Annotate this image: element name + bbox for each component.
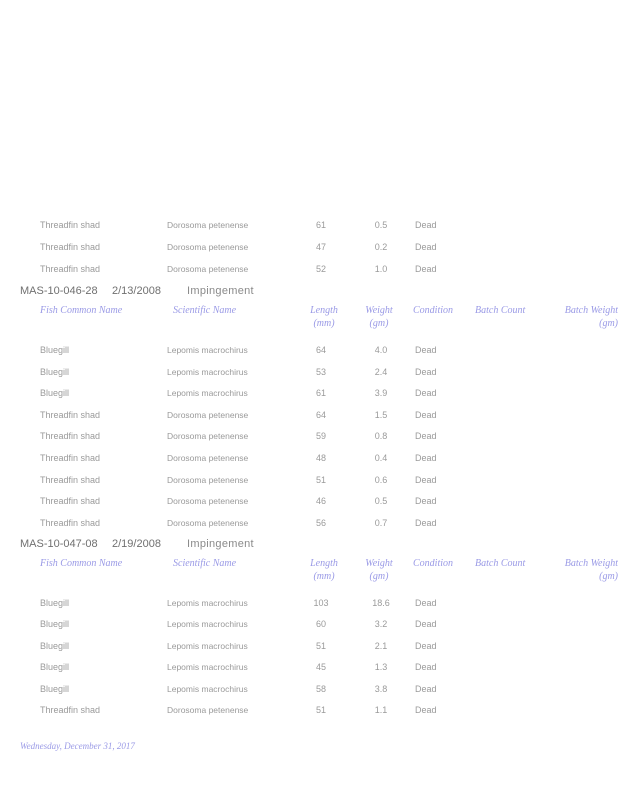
scientific-name: Dorosoma petenense [167,409,249,420]
column-header-row [0,304,618,332]
header-scientific-name: Scientific Name [173,558,237,569]
scientific-name: Dorosoma petenense [167,264,249,274]
condition-value: Dead [415,242,437,252]
weight-value: 18.6 [372,598,390,608]
sample-date: 2/13/2008 [112,285,161,297]
fish-common-name: Threadfin shad [40,431,101,442]
length-value: 59 [315,431,326,442]
weight-value: 2.4 [374,366,388,377]
weight-value: 1.5 [374,409,388,420]
condition-value: Dead [415,598,437,608]
fish-common-name: Threadfin shad [40,242,101,252]
fish-common-name: Bluegill [40,662,70,673]
scientific-name: Dorosoma petenense [167,220,249,230]
table-row [0,703,618,717]
length-value: 46 [315,496,326,507]
table-row [0,429,618,443]
scientific-name: Lepomis macrochirus [167,388,248,399]
fish-common-name: Threadfin shad [40,517,101,528]
weight-value: 2.1 [374,640,388,651]
scientific-name: Lepomis macrochirus [167,683,248,694]
table-row [0,408,618,422]
header-batch-count: Batch Count [475,305,526,316]
report-date-footer: Wednesday, December 31, 2017 [20,741,135,751]
weight-value: 0.6 [374,474,388,485]
sample-date: 2/19/2008 [112,538,161,550]
condition-value: Dead [415,264,437,274]
condition-value: Dead [415,345,437,355]
table-row [0,343,618,357]
table-row [0,596,618,610]
sample-id: MAS-10-046-28 [20,285,98,297]
condition-value: Dead [415,409,437,420]
table-row [0,386,618,400]
fish-common-name: Threadfin shad [40,474,101,485]
header-scientific-name: Scientific Name [173,305,237,316]
header-length: Length (mm) [310,305,338,329]
header-fish-common-name: Fish Common Name [40,558,123,569]
header-condition: Condition [413,558,454,569]
sample-type: Impingement [187,285,254,297]
length-value: 47 [315,242,326,252]
scientific-name: Lepomis macrochirus [167,662,248,673]
condition-value: Dead [415,220,437,230]
scientific-name: Lepomis macrochirus [167,619,248,630]
scientific-name: Dorosoma petenense [167,453,249,463]
scientific-name: Dorosoma petenense [167,517,249,528]
fish-common-name: Threadfin shad [40,453,101,463]
table-row [0,494,618,508]
weight-value: 1.0 [374,264,388,274]
weight-value: 1.3 [374,662,388,673]
length-value: 61 [315,388,326,399]
weight-value: 4.0 [374,345,388,355]
header-condition: Condition [413,305,454,316]
condition-value: Dead [415,683,437,694]
table-row [0,240,618,254]
weight-value: 0.7 [374,517,388,528]
table-row [0,660,618,674]
length-value: 103 [313,598,329,608]
condition-value: Dead [415,453,437,463]
scientific-name: Dorosoma petenense [167,431,249,442]
header-batch-weight: Batch Weight (gm) [564,305,618,329]
weight-value: 0.8 [374,431,388,442]
length-value: 64 [315,409,326,420]
length-value: 51 [315,640,326,651]
header-batch-count: Batch Count [475,558,526,569]
weight-value: 1.1 [374,705,388,715]
weight-value: 3.2 [374,619,388,630]
length-value: 61 [315,220,326,230]
column-header-row [0,557,618,585]
fish-common-name: Threadfin shad [40,220,101,230]
fish-common-name: Bluegill [40,598,70,608]
fish-common-name: Bluegill [40,683,70,694]
sample-id: MAS-10-047-08 [20,538,98,550]
condition-value: Dead [415,388,437,399]
condition-value: Dead [415,640,437,651]
table-row [0,451,618,465]
condition-value: Dead [415,517,437,528]
header-batch-weight: Batch Weight (gm) [564,558,618,582]
scientific-name: Dorosoma petenense [167,242,249,252]
length-value: 58 [315,683,326,694]
fish-common-name: Bluegill [40,388,70,399]
condition-value: Dead [415,705,437,715]
sample-heading [20,537,320,551]
sample-type: Impingement [187,538,254,550]
weight-value: 0.5 [374,496,388,507]
condition-value: Dead [415,619,437,630]
fish-common-name: Bluegill [40,640,70,651]
table-row [0,365,618,379]
fish-common-name: Threadfin shad [40,705,101,715]
header-weight: Weight (gm) [365,305,393,329]
table-row [0,516,618,530]
table-row [0,639,618,653]
header-fish-common-name: Fish Common Name [40,305,123,316]
length-value: 64 [315,345,326,355]
condition-value: Dead [415,366,437,377]
table-row [0,262,618,276]
table-row [0,682,618,696]
scientific-name: Dorosoma petenense [167,705,249,715]
length-value: 60 [315,619,326,630]
weight-value: 3.9 [374,388,388,399]
fish-common-name: Threadfin shad [40,264,101,274]
scientific-name: Lepomis macrochirus [167,598,248,608]
table-row [0,218,618,232]
header-length: Length (mm) [310,558,338,582]
scientific-name: Lepomis macrochirus [167,345,248,355]
length-value: 53 [315,366,326,377]
table-row [0,473,618,487]
fish-common-name: Bluegill [40,366,70,377]
weight-value: 0.2 [374,242,388,252]
weight-value: 0.5 [374,220,388,230]
length-value: 45 [315,662,326,673]
condition-value: Dead [415,496,437,507]
length-value: 52 [315,264,326,274]
fish-common-name: Threadfin shad [40,409,101,420]
length-value: 48 [315,453,326,463]
scientific-name: Lepomis macrochirus [167,640,248,651]
weight-value: 3.8 [374,683,388,694]
weight-value: 0.4 [374,453,388,463]
header-weight: Weight (gm) [365,558,393,582]
scientific-name: Lepomis macrochirus [167,366,248,377]
condition-value: Dead [415,431,437,442]
fish-common-name: Bluegill [40,345,70,355]
table-row [0,617,618,631]
condition-value: Dead [415,474,437,485]
sample-heading [20,284,320,298]
fish-common-name: Bluegill [40,619,70,630]
scientific-name: Dorosoma petenense [167,474,249,485]
length-value: 51 [315,474,326,485]
scientific-name: Dorosoma petenense [167,496,249,507]
length-value: 51 [315,705,326,715]
length-value: 56 [315,517,326,528]
condition-value: Dead [415,662,437,673]
fish-common-name: Threadfin shad [40,496,101,507]
